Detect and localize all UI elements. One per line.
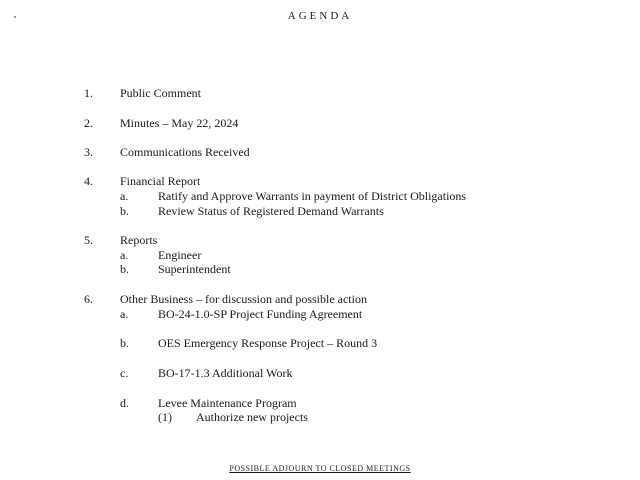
subitem-text: Superintendent [158, 262, 231, 276]
subitem-text: BO-17-1.3 Additional Work [158, 366, 293, 380]
item-number: 1. [84, 86, 93, 100]
item-text: Communications Received [120, 145, 250, 159]
subitem-text: Review Status of Registered Demand Warrants [158, 204, 384, 218]
subitem-letter: d. [120, 396, 129, 410]
item-number: 2. [84, 116, 93, 130]
page-title: AGENDA [287, 10, 353, 22]
subitem-text: Engineer [158, 248, 202, 262]
subitem-text: OES Emergency Response Project – Round 3 [158, 336, 378, 350]
item-number: 3. [84, 145, 93, 159]
subitem-text: BO-24-1.0-SP Project Funding Agreement [158, 307, 363, 321]
footer-note: POSSIBLE ADJOURN TO CLOSED MEETINGS [229, 464, 411, 473]
subitem-letter: c. [120, 366, 129, 380]
item-text: Financial Report [120, 174, 201, 188]
item-text: Minutes – May 22, 2024 [120, 116, 239, 130]
item-text: Reports [120, 233, 158, 247]
item-number: 6. [84, 292, 93, 306]
subitem-letter: a. [120, 248, 129, 262]
subitem-letter: b. [120, 204, 129, 218]
subitem-letter: a. [120, 189, 129, 203]
subitem-text: Levee Maintenance Program [158, 396, 297, 410]
subitem-letter: b. [120, 336, 129, 350]
item-text: Other Business – for discussion and possible action [120, 292, 367, 306]
item-number: 4. [84, 174, 93, 188]
subitem-text: Ratify and Approve Warrants in payment of District Obligations [158, 189, 467, 203]
item-number: 5. [84, 233, 93, 247]
subsubitem-number: (1) [158, 410, 172, 424]
subsubitem-text: Authorize new projects [196, 410, 308, 424]
subitem-letter: a. [120, 307, 129, 321]
subitem-letter: b. [120, 262, 129, 276]
item-text: Public Comment [120, 86, 201, 100]
